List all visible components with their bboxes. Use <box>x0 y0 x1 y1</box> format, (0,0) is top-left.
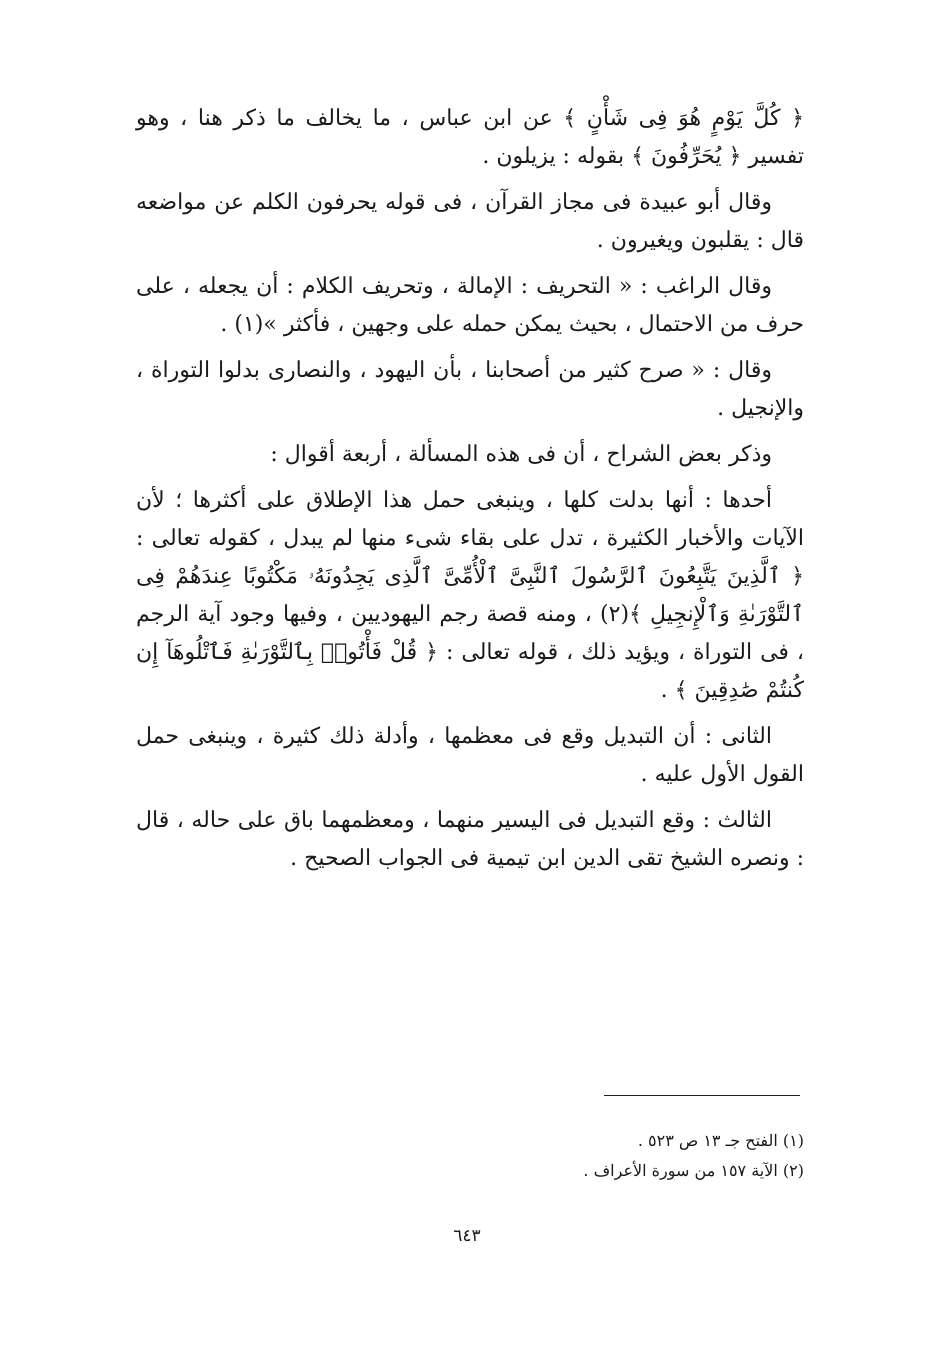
paragraph: أحدها : أنها بدلت كلها ، وينبغى حمل هذا الإطلاق على أكثرها ؛ لأن الآيات والأخبار الكثيرة ، تدل على بقاء شىء منها لم يبدل ، كقوله تعالى : ﴿ ٱلَّذِينَ يَتَّبِعُونَ ٱلرَّسُولَ ٱلنَّبِىَّ ٱلْأُمِّىَّ ٱلَّذِى يَجِدُونَهُۥ مَكْتُوبًا عِندَهُمْ فِى ٱلتَّوْرَىٰةِ وَٱلْإِنجِيلِ ﴾(٢) ، ومنه قصة رجم اليهوديين ، وفيها وجود آية الرجم ، فى التوراة ، ويؤيد ذلك ، قوله تعالى : ﴿ قُلْ فَأْتُوا۟ بِٱلتَّوْرَىٰةِ فَٱتْلُوهَآ إِن كُنتُمْ صَٰدِقِينَ ﴾ . <box>136 488 804 703</box>
paragraph: وقال : « صرح كثير من أصحابنا ، بأن اليهود ، والنصارى بدلوا التوراة ، والإنجيل . <box>136 358 804 421</box>
footnote: (٢) الآية ١٥٧ من سورة الأعراف . <box>583 1161 804 1180</box>
paragraph: ﴿ كُلَّ يَوْمٍ هُوَ فِى شَأْنٍ ﴾ عن ابن عباس ، ما يخالف ما ذكر هنا ، وهو تفسير ﴿ يُحَرِّفُونَ ﴾ بقوله : يزيلون . <box>136 106 804 169</box>
page-number: ٦٤٣ <box>453 1226 481 1246</box>
paragraph: وذكر بعض الشراح ، أن فى هذه المسألة ، أربعة أقوال : <box>270 442 772 467</box>
paragraph: الثالث : وقع التبديل فى اليسير منهما ، ومعظمهما باق على حاله ، قال : ونصره الشيخ تقى الدين ابن تيمية فى الجواب الصحيح . <box>136 808 804 871</box>
paragraph: الثانى : أن التبديل وقع فى معظمها ، وأدلة ذلك كثيرة ، وينبغى حمل القول الأول عليه . <box>136 724 804 787</box>
footnote: (١) الفتح جـ ١٣ ص ٥٢٣ . <box>637 1131 804 1150</box>
footnotes <box>136 1126 804 1186</box>
paragraph: وقال الراغب : « التحريف : الإمالة ، وتحريف الكلام : أن يجعله ، على حرف من الاحتمال ، بحيث يمكن حمله على وجهين ، فأكثر »(١) . <box>136 274 804 337</box>
main-text <box>136 100 804 886</box>
footnote-separator <box>604 1095 800 1096</box>
paragraph: وقال أبو عبيدة فى مجاز القرآن ، فى قوله يحرفون الكلم عن مواضعه قال : يقلبون ويغيرون . <box>136 190 804 253</box>
